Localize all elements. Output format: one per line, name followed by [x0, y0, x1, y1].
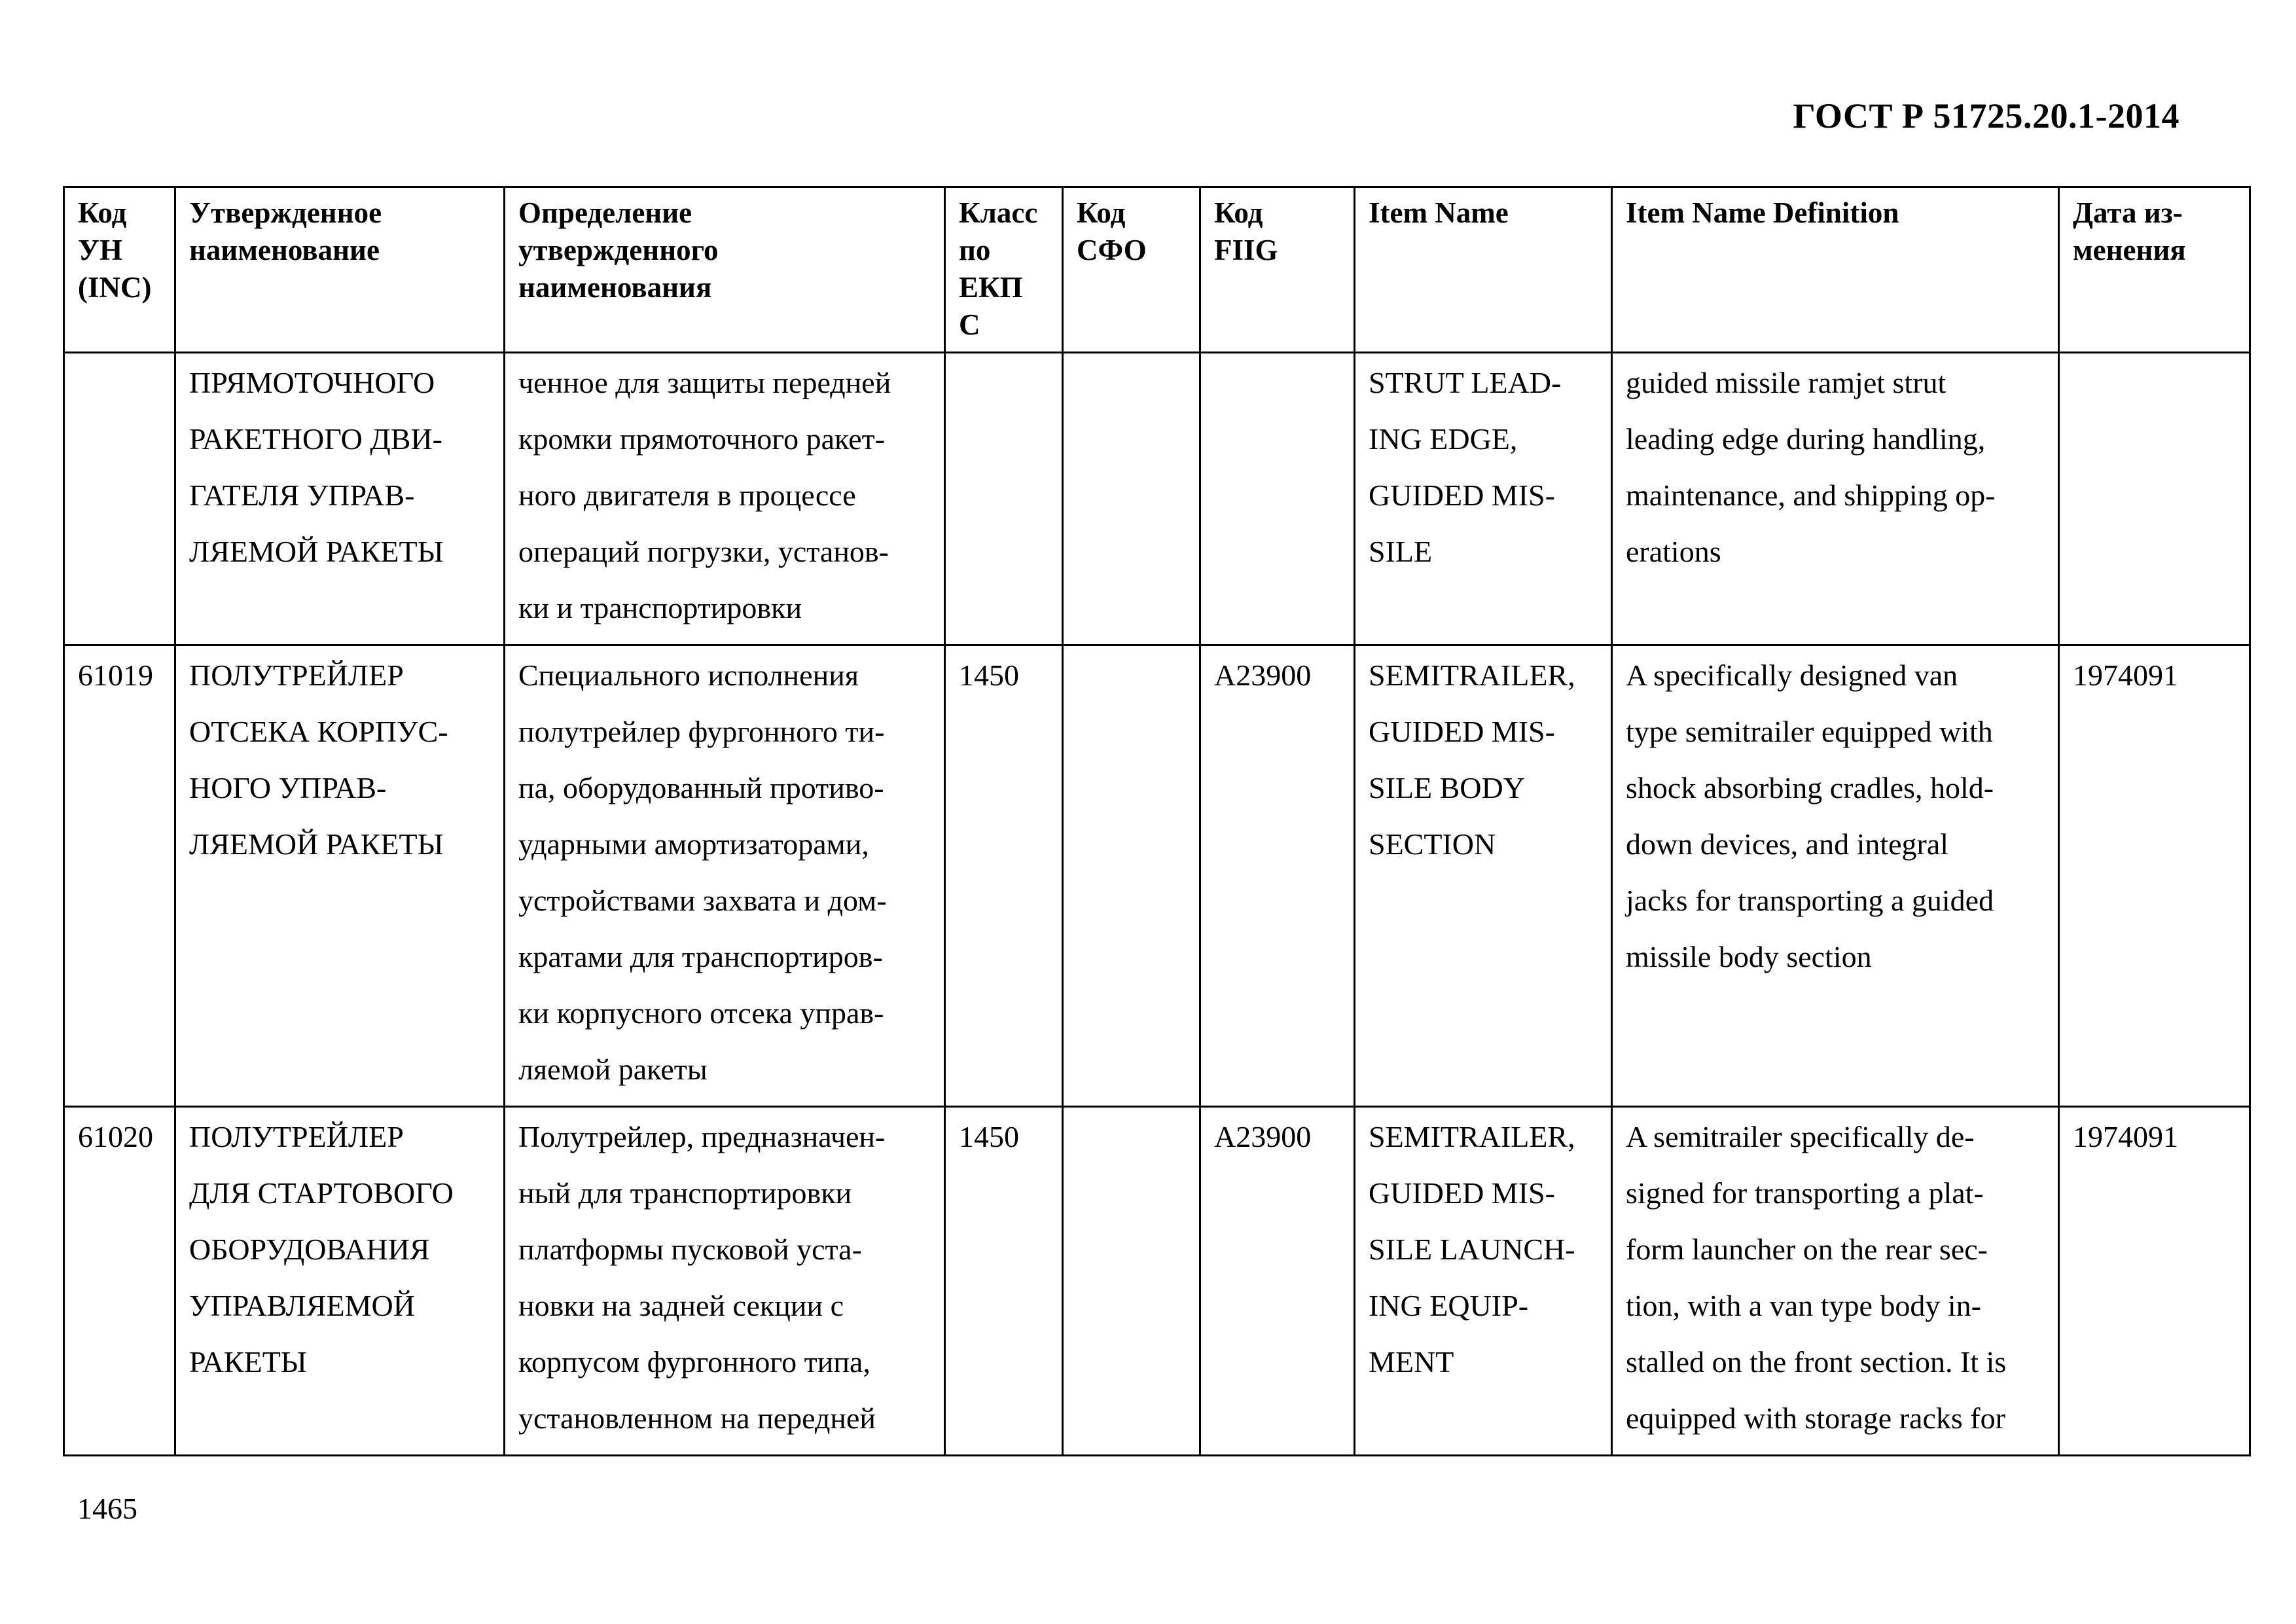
catalog-table [63, 186, 2251, 1456]
cell-definition: Полутрейлер, предназначен- ный для транспортировки платформы пусковой уста- новки на задней секции с корпусом фургонного типа, установленном на передней [505, 1107, 945, 1456]
table-row [64, 353, 2250, 645]
cell-inc: 61020 [64, 1107, 175, 1456]
cell-fiig-code [1200, 353, 1355, 645]
header-fiig-code: Код FIIG [1200, 187, 1355, 353]
cell-class [945, 353, 1063, 645]
table-row [64, 645, 2250, 1107]
cell-change-date: 1974091 [2059, 645, 2250, 1107]
table-header-row [64, 187, 2250, 353]
header-definition: Определение утвержденного наименования [505, 187, 945, 353]
cell-inc: 61019 [64, 645, 175, 1107]
cell-sfo-code [1063, 353, 1200, 645]
cell-item-name-definition: guided missile ramjet strut leading edge during handling, maintenance, and shipping op- erations [1612, 353, 2059, 645]
cell-inc [64, 353, 175, 645]
header-item-name-definition: Item Name Definition [1612, 187, 2059, 353]
header-change-date: Дата из- менения [2059, 187, 2250, 353]
cell-approved-name: ПОЛУТРЕЙЛЕР ДЛЯ СТАРТОВОГО ОБОРУДОВАНИЯ УПРАВЛЯЕМОЙ РАКЕТЫ [175, 1107, 505, 1456]
cell-fiig-code: A23900 [1200, 1107, 1355, 1456]
cell-item-name: SEMITRAILER, GUIDED MIS- SILE BODY SECTION [1355, 645, 1612, 1107]
cell-approved-name: ПРЯМОТОЧНОГО РАКЕТНОГО ДВИ- ГАТЕЛЯ УПРАВ- ЛЯЕМОЙ РАКЕТЫ [175, 353, 505, 645]
header-approved-name: Утвержденное наименование [175, 187, 505, 353]
header-class: Класс по ЕКП С [945, 187, 1063, 353]
table-row [64, 1107, 2250, 1456]
cell-class: 1450 [945, 645, 1063, 1107]
cell-item-name: SEMITRAILER, GUIDED MIS- SILE LAUNCH- ING EQUIP- MENT [1355, 1107, 1612, 1456]
cell-definition: Специального исполнения полутрейлер фургонного ти- па, оборудованный противо- ударными амортизаторами, устройствами захвата и дом- кратами для транспортиров- ки корпусного отсека управ- ляемой ракеты [505, 645, 945, 1107]
cell-class: 1450 [945, 1107, 1063, 1456]
cell-approved-name: ПОЛУТРЕЙЛЕР ОТСЕКА КОРПУС- НОГО УПРАВ- ЛЯЕМОЙ РАКЕТЫ [175, 645, 505, 1107]
header-sfo-code: Код СФО [1063, 187, 1200, 353]
cell-item-name-definition: A semitrailer specifically de- signed for transporting a plat- form launcher on the rear sec- tion, with a van type body in- stalled on the front section. It is equipped with storage racks for [1612, 1107, 2059, 1456]
header-item-name: Item Name [1355, 187, 1612, 353]
page-number: 1465 [77, 1492, 137, 1525]
cell-sfo-code [1063, 645, 1200, 1107]
header-inc: Код УН (INC) [64, 187, 175, 353]
cell-item-name: STRUT LEAD- ING EDGE, GUIDED MIS- SILE [1355, 353, 1612, 645]
document-standard-number: ГОСТ Р 51725.20.1-2014 [1793, 96, 2179, 135]
cell-fiig-code: A23900 [1200, 645, 1355, 1107]
cell-item-name-definition: A specifically designed van type semitrailer equipped with shock absorbing cradles, hold- down devices, and integral jacks for transporting a guided missile body section [1612, 645, 2059, 1107]
cell-sfo-code [1063, 1107, 1200, 1456]
cell-change-date: 1974091 [2059, 1107, 2250, 1456]
cell-definition: ченное для защиты передней кромки прямоточного ракет- ного двигателя в процессе операций погрузки, установ- ки и транспортировки [505, 353, 945, 645]
cell-change-date [2059, 353, 2250, 645]
